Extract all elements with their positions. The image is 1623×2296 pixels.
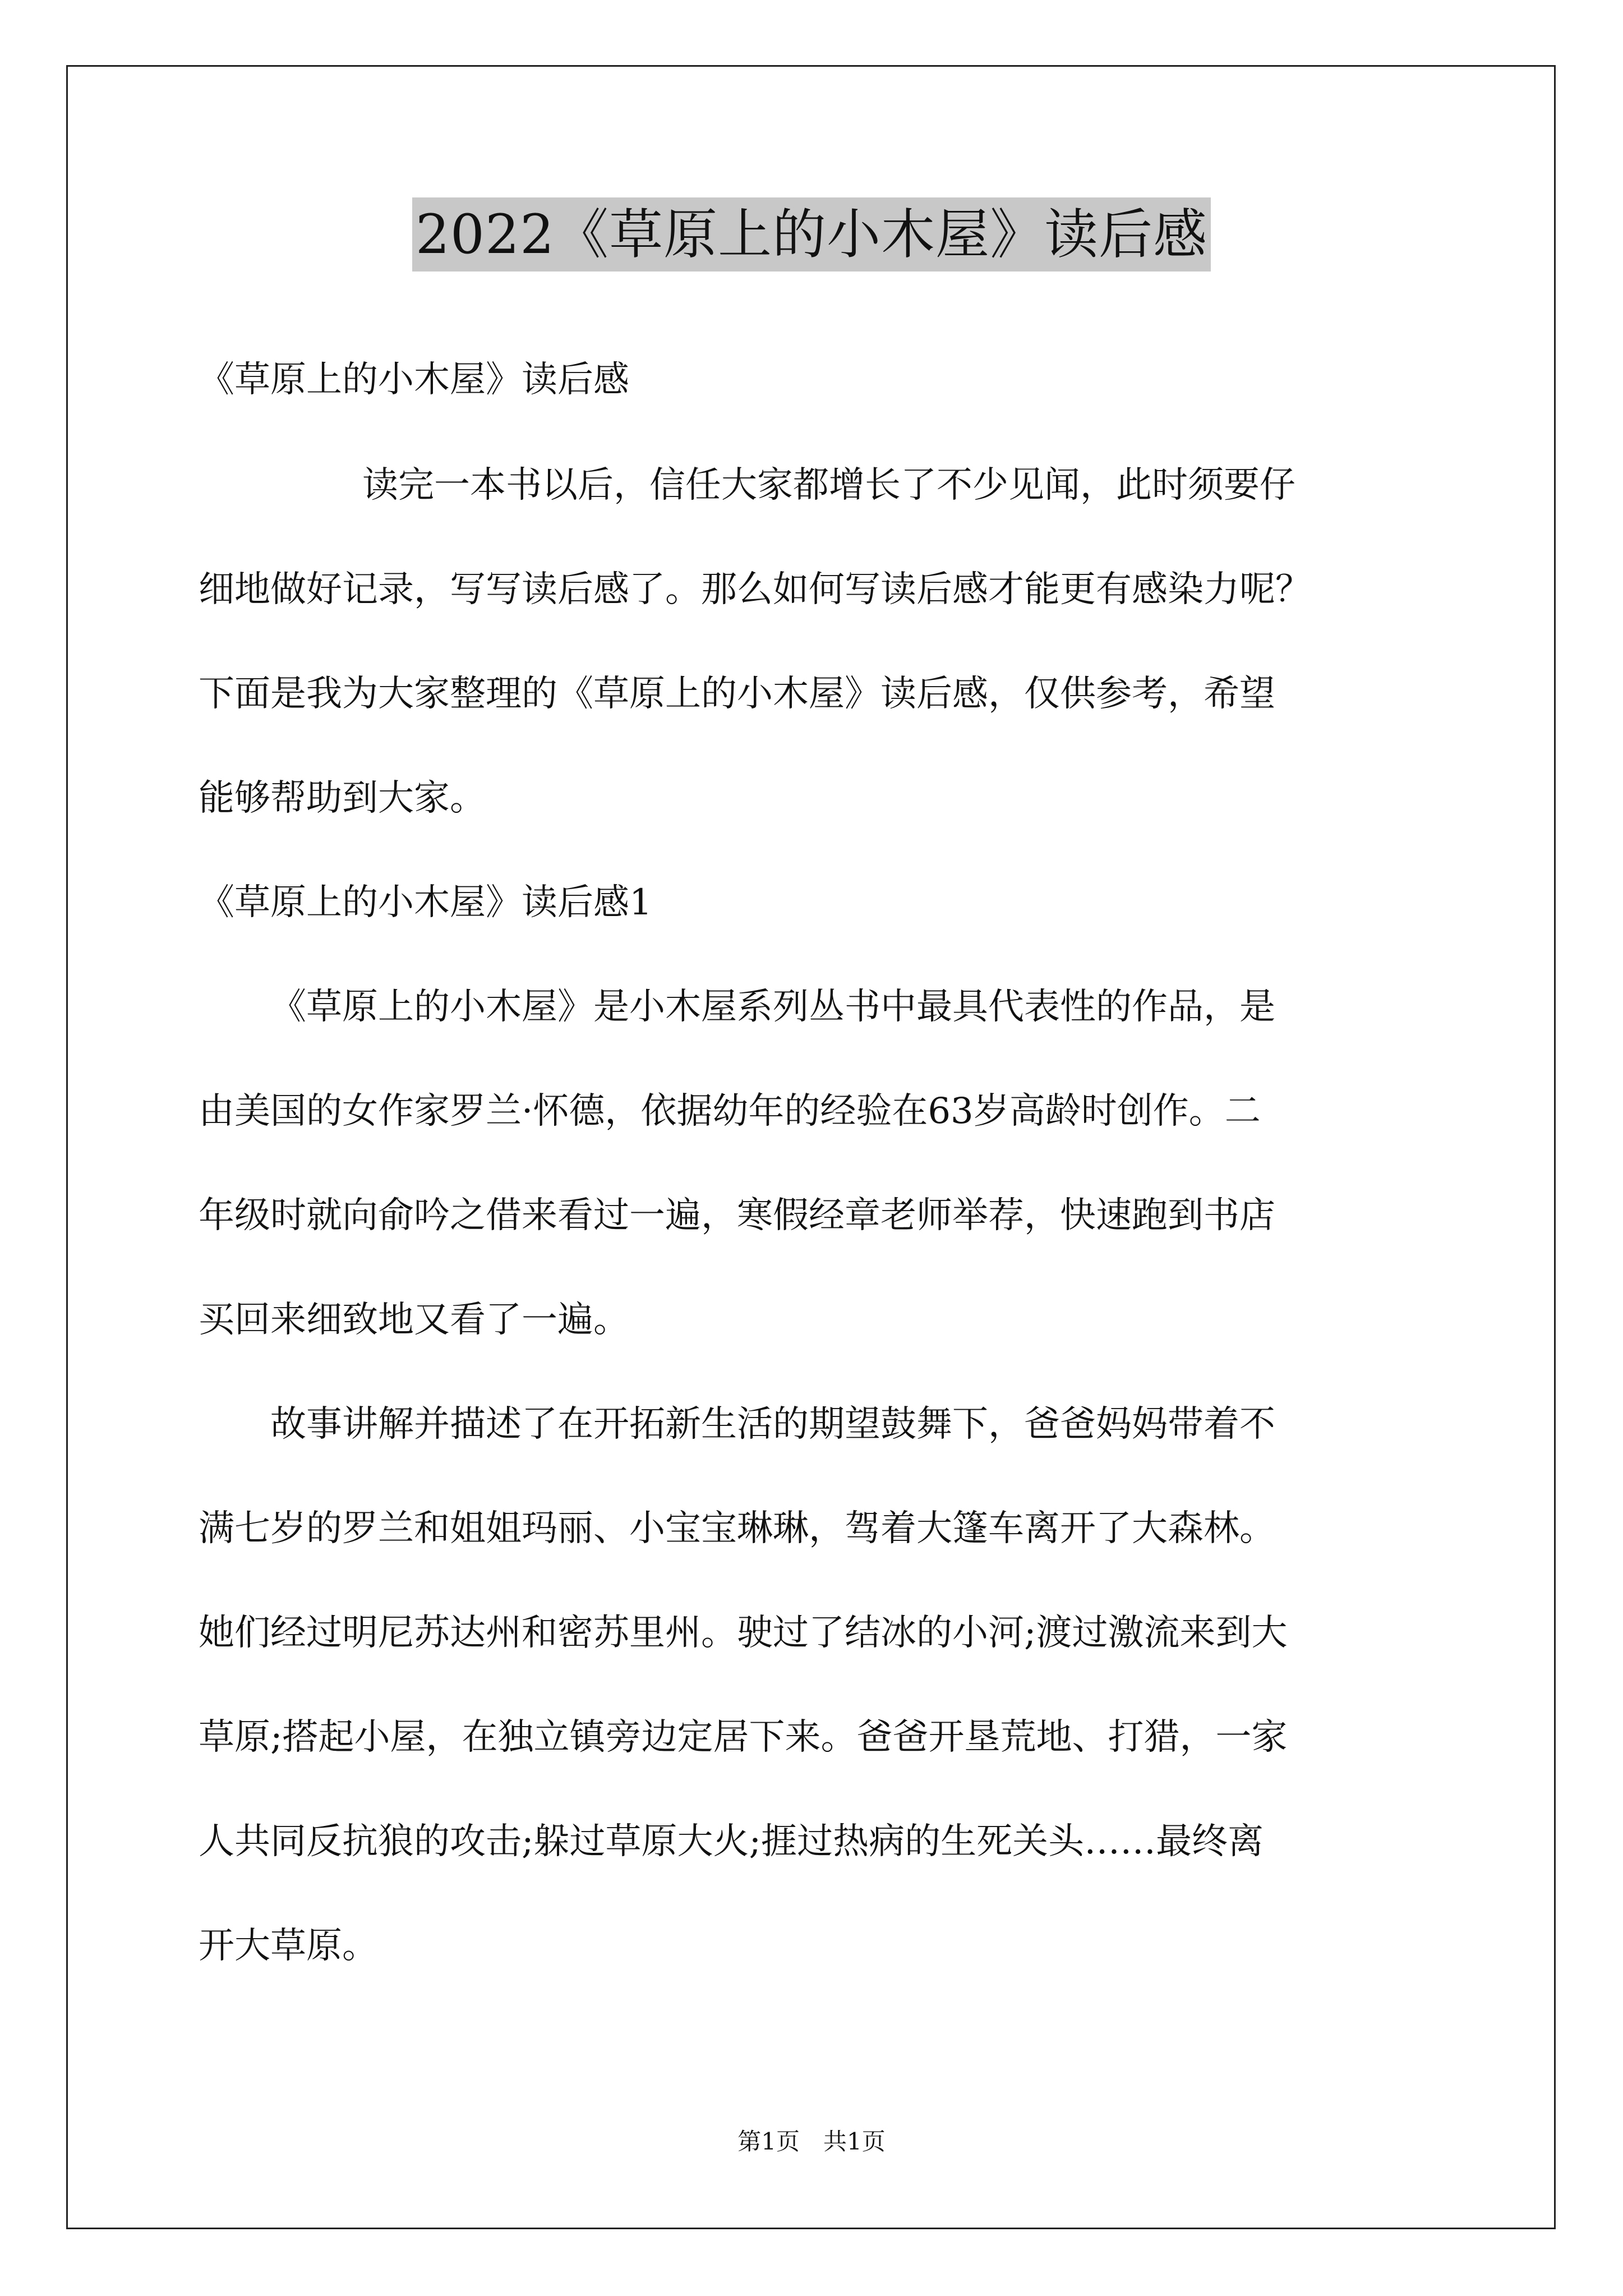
intro-line: 细地做好记录，写写读后感了。那么如何写读后感才能更有感染力呢？	[199, 569, 1311, 610]
paragraph-line: 她们经过明尼苏达州和密苏里州。驶过了结冰的小河;渡过激流来到大	[199, 1612, 1288, 1654]
intro-line: 能够帮助到大家。	[199, 777, 486, 819]
paragraph-line: 开大草原。	[199, 1925, 378, 1967]
paragraph-line: 满七岁的罗兰和姐姐玛丽、小宝宝琳琳，驾着大篷车离开了大森林。	[199, 1508, 1275, 1549]
intro-line: 下面是我为大家整理的《草原上的小木屋》读后感，仅供参考，希望	[199, 673, 1275, 715]
paragraph-line: 人共同反抗狼的攻击;躲过草原大火;捱过热病的生死关头……最终离	[199, 1821, 1264, 1862]
section-heading: 《草原上的小木屋》读后感1	[199, 882, 652, 923]
paragraph-line: 年级时就向俞吟之借来看过一遍，寒假经章老师举荐，快速跑到书店	[199, 1195, 1275, 1236]
paragraph-line: 故事讲解并描述了在开拓新生活的期望鼓舞下，爸爸妈妈带着不	[270, 1404, 1275, 1445]
paragraph-line: 草原;搭起小屋，在独立镇旁边定居下来。爸爸开垦荒地、打猎，一家	[199, 1717, 1288, 1758]
paragraph-line: 由美国的女作家罗兰·怀德，依据幼年的经验在63岁高龄时创作。二	[199, 1091, 1261, 1132]
document-title: 2022《草原上的小木屋》读后感	[412, 197, 1211, 272]
paragraph-line: 买回来细致地又看了一遍。	[199, 1299, 629, 1341]
intro-line: 读完一本书以后，信任大家都增长了不少见闻，此时须要仔	[362, 464, 1295, 506]
page-footer: 第1页 共1页	[737, 2128, 886, 2155]
document-subtitle: 《草原上的小木屋》读后感	[199, 359, 629, 401]
title-container	[0, 197, 1623, 272]
paragraph-line: 《草原上的小木屋》是小木屋系列丛书中最具代表性的作品，是	[270, 986, 1275, 1028]
